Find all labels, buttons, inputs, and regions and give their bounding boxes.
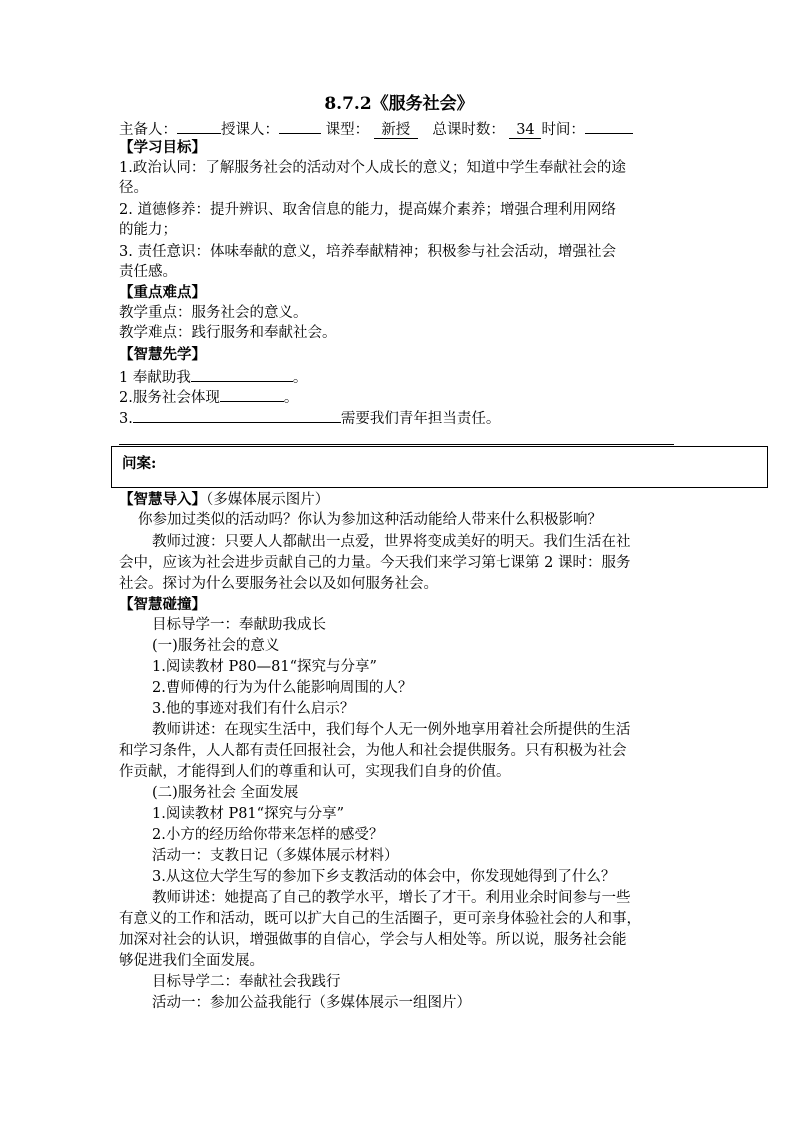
section-two-item: 3.从这位大学生写的参加下乡支教活动的体会中，你发现她得到了什么？ (152, 869, 616, 885)
time-blank (585, 118, 633, 134)
hours-value: 34 (509, 122, 541, 139)
section-divider (119, 444, 674, 445)
section-two-talk-line: 够促进我们全面发展。 (119, 953, 264, 969)
intro-question: 你参加过类似的活动吗？你认为参加这种活动能给人带来什么积极影响？ (138, 512, 602, 528)
hours-label: 总课时数： (432, 122, 505, 138)
preview-item-1 (119, 366, 679, 388)
preview-item-1-text: 1 奉献助我 (119, 370, 191, 386)
objective-line: 的能力； (119, 222, 177, 238)
section-one-item: 1.阅读教材 P80—81“探究与分享” (152, 659, 377, 675)
type-value: 新授 (374, 122, 418, 139)
section-one-item: 2.曹师傅的行为为什么能影响周围的人？ (152, 680, 413, 696)
wenan-label: 问案: (122, 455, 157, 472)
section-one-talk-line: 和学习条件，人人都有责任回报社会，为他人和社会提供服务。只有积极为社会 (119, 743, 627, 759)
preview-item-3-end: 需要我们青年担当责任。 (340, 411, 501, 427)
section-one-talk-line: 作贡献，才能得到人们的尊重和认可，实现我们自身的价值。 (119, 764, 511, 780)
intro-heading-note: （多媒体展示图片） (206, 492, 330, 508)
section-two-item: 1.阅读教材 P81“探究与分享” (152, 806, 344, 822)
section-two-talk-line: 有意义的工作和活动，既可以扩大自己的生活圈子，更可亲身体验社会的人和事， (119, 911, 641, 927)
section-two-talk-line: 加深对社会的认识，增强做事的自信心，学会与人相处等。所以说，服务社会能 (119, 932, 627, 948)
page-title: 8.7.2《服务社会》 (324, 94, 474, 114)
activity-line: 活动一：参加公益我能行（多媒体展示一组图片） (152, 995, 471, 1011)
preview-item-1-blank (191, 366, 293, 382)
wenan-box (111, 446, 768, 488)
objective-line: 3. 责任意识：体味奉献的意义，培养奉献精神；积极参与社会活动，增强社会 (119, 244, 616, 260)
section-one-item: 3.他的事迹对我们有什么启示？ (152, 701, 355, 717)
preparer-label: 主备人： (119, 122, 177, 138)
section-two-talk-line: 教师讲述：她提高了自己的教学水平，增长了才干。利用业余时间参与一些 (152, 890, 631, 906)
preview-item-1-end: 。 (292, 370, 308, 386)
type-label: 课型： (325, 122, 370, 138)
objectives-heading: 【学习目标】 (119, 139, 206, 156)
lesson-meta-row (119, 118, 679, 140)
preview-heading: 【智慧先学】 (119, 346, 206, 363)
intro-transition-line: 社会。探讨为什么要服务社会以及如何服务社会。 (119, 576, 438, 592)
lecturer-blank (279, 118, 321, 134)
key-points-heading: 【重点难点】 (119, 284, 206, 301)
preview-item-2-end: 。 (283, 390, 299, 406)
preview-item-3 (119, 407, 679, 429)
section-one-title: (一)服务社会的意义 (152, 638, 280, 654)
preview-item-2-blank (220, 386, 284, 402)
preview-item-2 (119, 386, 679, 408)
objective-line: 1.政治认同：了解服务社会的活动对个人成长的意义；知道中学生奉献社会的途 (119, 160, 626, 176)
intro-transition-line: 会中，应该为社会进步贡献自己的力量。今天我们来学习第七课第 2 课时：服务 (119, 555, 631, 571)
lecturer-label: 授课人： (221, 122, 279, 138)
preparer-blank (177, 118, 221, 134)
teaching-difficulty: 教学难点：践行服务和奉献社会。 (119, 325, 337, 341)
objective-line: 径。 (119, 180, 148, 196)
preview-item-2-text: 2.服务社会体现 (119, 390, 220, 406)
section-two-item: 活动一：支教日记（多媒体展示材料） (152, 848, 399, 864)
intro-heading-row (119, 490, 679, 510)
preview-item-3-text: 3. (119, 411, 133, 427)
time-label: 时间： (541, 122, 585, 138)
intro-transition-line: 教师过渡：只要人人都献出一点爱，世界将变成美好的明天。我们生活在社 (152, 534, 631, 550)
objective-line: 责任感。 (119, 264, 177, 280)
section-one-talk-line: 教师讲述：在现实生活中，我们每个人无一例外地享用着社会所提供的生活 (152, 722, 631, 738)
intro-heading: 【智慧导入】 (119, 491, 206, 508)
collision-heading: 【智慧碰撞】 (119, 596, 206, 613)
preview-item-3-blank (133, 407, 341, 423)
goal-one: 目标导学一：奉献助我成长 (152, 617, 326, 633)
objective-line: 2. 道德修养：提升辨识、取舍信息的能力，提高媒介素养；增强合理利用网络 (119, 202, 616, 218)
section-two-title: (二)服务社会 全面发展 (152, 785, 299, 801)
section-two-item: 2.小方的经历给你带来怎样的感受？ (152, 827, 384, 843)
teaching-focus: 教学重点：服务社会的意义。 (119, 305, 308, 321)
goal-two: 目标导学二：奉献社会我践行 (152, 974, 341, 990)
